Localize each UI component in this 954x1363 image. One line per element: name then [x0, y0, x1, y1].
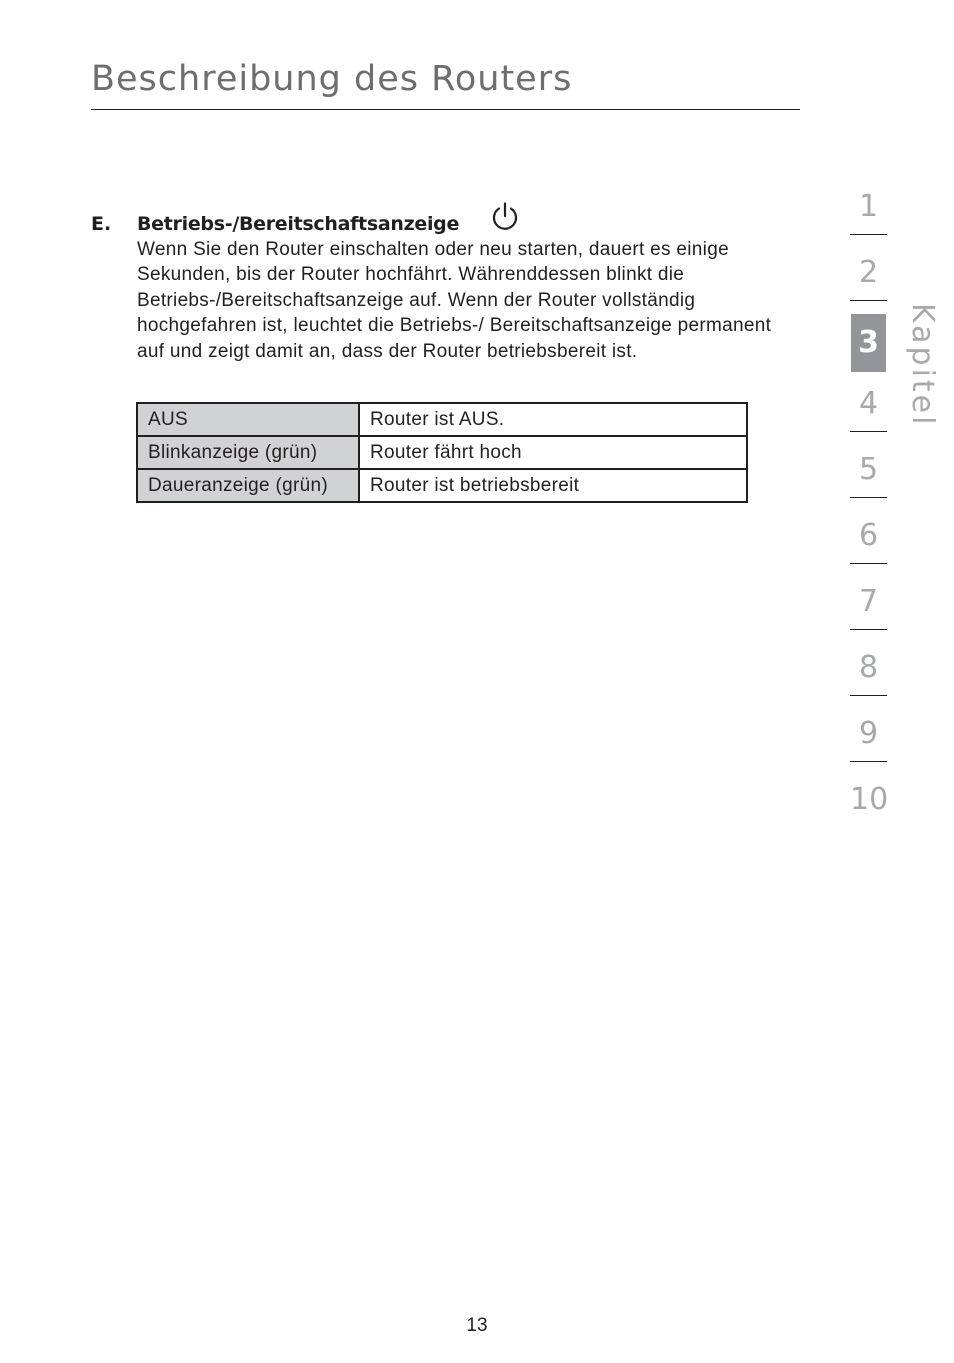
- led-status-table: [136, 402, 748, 503]
- table-cell-meaning: Router ist betriebsbereit: [359, 469, 747, 502]
- section-e: [91, 203, 801, 364]
- table-row: [137, 436, 747, 469]
- power-icon: [489, 201, 521, 233]
- page-title: Beschreibung des Routers: [91, 59, 573, 99]
- chapter-item-2[interactable]: 2: [850, 250, 887, 301]
- chapter-item-10[interactable]: 10: [850, 782, 889, 817]
- table-cell-meaning: Router fährt hoch: [359, 436, 747, 469]
- chapter-item-1[interactable]: 1: [850, 184, 887, 235]
- section-letter: E.: [91, 213, 112, 235]
- section-heading-text: Betriebs-/Bereitschaftsanzeige: [137, 213, 460, 235]
- section-heading: [91, 203, 801, 235]
- chapter-item-7[interactable]: 7: [850, 579, 887, 630]
- chapter-item-8[interactable]: 8: [850, 645, 887, 696]
- chapter-item-3[interactable]: 3: [850, 316, 887, 366]
- chapter-nav: [850, 184, 887, 842]
- page-number: 13: [466, 1315, 488, 1336]
- chapter-item-5[interactable]: 5: [850, 447, 887, 498]
- title-divider: [91, 109, 800, 110]
- table-cell-state: Blinkanzeige (grün): [137, 436, 359, 469]
- section-body: Wenn Sie den Router einschalten oder neu starten, dauert es einige Sekunden, bis der Router hochfährt. Währenddessen blinkt die Betriebs-/Bereitschaftsanzeige auf. Wenn der Router vollständig hochgefahren ist, leuchtet die Betriebs-/ Bereitschaftsanzeige permanent auf und zeigt damit an, dass der Router betriebsbereit ist.: [137, 239, 772, 362]
- chapter-item-4[interactable]: 4: [850, 381, 887, 432]
- table-row: [137, 469, 747, 502]
- table-row: [137, 403, 747, 436]
- chapter-item-9[interactable]: 9: [850, 711, 887, 762]
- table-cell-meaning: Router ist AUS.: [359, 403, 747, 436]
- chapter-item-6[interactable]: 6: [850, 513, 887, 564]
- table-cell-state: Daueranzeige (grün): [137, 469, 359, 502]
- chapter-label: Kapitel: [905, 303, 940, 428]
- table-cell-state: AUS: [137, 403, 359, 436]
